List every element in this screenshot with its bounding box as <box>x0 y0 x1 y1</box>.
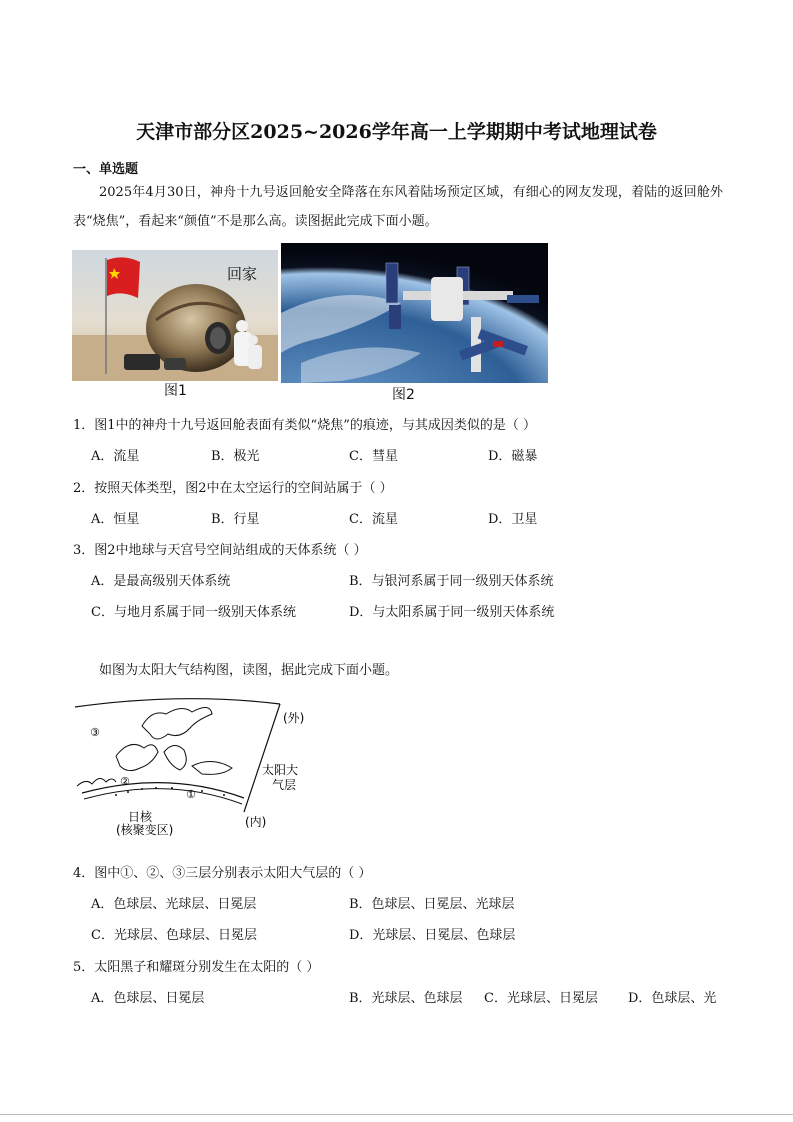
question-1-option-a[interactable]: A．流星 <box>91 449 140 464</box>
question-4-option-d[interactable]: D．光球层、日冕层、色球层 <box>349 928 516 943</box>
layer-mark-2: ② <box>120 775 130 788</box>
outer-label: (外) <box>283 711 305 725</box>
core-label: 日核 <box>128 810 153 824</box>
question-3-option-b[interactable]: B．与银河系属于同一级别天体系统 <box>349 574 554 589</box>
sun-structure-diagram <box>72 694 322 838</box>
figure-2-caption: 图2 <box>392 387 415 403</box>
question-4-option-c[interactable]: C．光球层、色球层、日冕层 <box>91 928 257 943</box>
core-sub-label: (核聚变区) <box>116 823 174 837</box>
question-2-option-a[interactable]: A．恒星 <box>91 512 140 527</box>
question-4-option-a[interactable]: A．色球层、光球层、日冕层 <box>91 897 257 912</box>
figure-1-caption: 图1 <box>164 383 187 399</box>
question-5-option-d[interactable]: D．色球层、光 <box>628 991 717 1006</box>
question-4-option-b[interactable]: B．色球层、日冕层、光球层 <box>349 897 515 912</box>
question-5-stem: 5．太阳黑子和耀斑分别发生在太阳的（ ） <box>73 960 320 975</box>
question-2-stem: 2．按照天体类型，图2中在太空运行的空间站属于（ ） <box>73 481 393 496</box>
question-2-option-b[interactable]: B．行星 <box>211 512 260 527</box>
question-5-option-b[interactable]: B．光球层、色球层 <box>349 991 463 1006</box>
figure-2-photo <box>281 243 548 383</box>
question-4-stem: 4．图中①、②、③三层分别表示太阳大气层的（ ） <box>73 866 372 881</box>
section-heading: 一、单选题 <box>73 162 139 177</box>
question-3-stem: 3．图2中地球与天宫号空间站组成的天体系统（ ） <box>73 543 367 558</box>
question-3-option-a[interactable]: A．是最高级别天体系统 <box>91 574 231 589</box>
question-2-option-d[interactable]: D．卫星 <box>488 512 538 527</box>
side-label-line-2: 气层 <box>272 778 297 792</box>
question-1-option-d[interactable]: D．磁暴 <box>488 449 538 464</box>
question-1-option-c[interactable]: C．彗星 <box>349 449 398 464</box>
inner-label: (内) <box>245 815 267 829</box>
question-3-option-c[interactable]: C．与地月系属于同一级别天体系统 <box>91 605 296 620</box>
layer-mark-3: ③ <box>90 726 100 739</box>
question-2-option-c[interactable]: C．流星 <box>349 512 398 527</box>
layer-mark-1: ① <box>186 788 196 801</box>
question-5-option-c[interactable]: C．光球层、日冕层 <box>484 991 598 1006</box>
passage-1: 2025年4月30日，神舟十九号返回舱安全降落在东风着陆场预定区域，有细心的网友发现，着陆的返回舱外表“烧焦”，看起来“颜值”不是那么高。读图据此完成下面小题。 <box>73 185 723 229</box>
question-1-stem: 1．图1中的神舟十九号返回舱表面有类似“烧焦”的痕迹，与其成因类似的是（ ） <box>73 418 536 433</box>
question-5-option-a[interactable]: A．色球层、日冕层 <box>91 991 205 1006</box>
question-3-option-d[interactable]: D．与太阳系属于同一级别天体系统 <box>349 605 555 620</box>
passage-2: 如图为太阳大气结构图，读图，据此完成下面小题。 <box>99 663 399 678</box>
side-label-line-1: 太阳大 <box>262 763 299 777</box>
page-title: 天津市部分区2025~2026学年高一上学期期中考试地理试卷 <box>136 121 657 143</box>
question-1-option-b[interactable]: B．极光 <box>211 449 260 464</box>
figure-1-overlay-text: 回家 <box>227 265 258 283</box>
page-bottom-rule <box>0 1114 793 1115</box>
